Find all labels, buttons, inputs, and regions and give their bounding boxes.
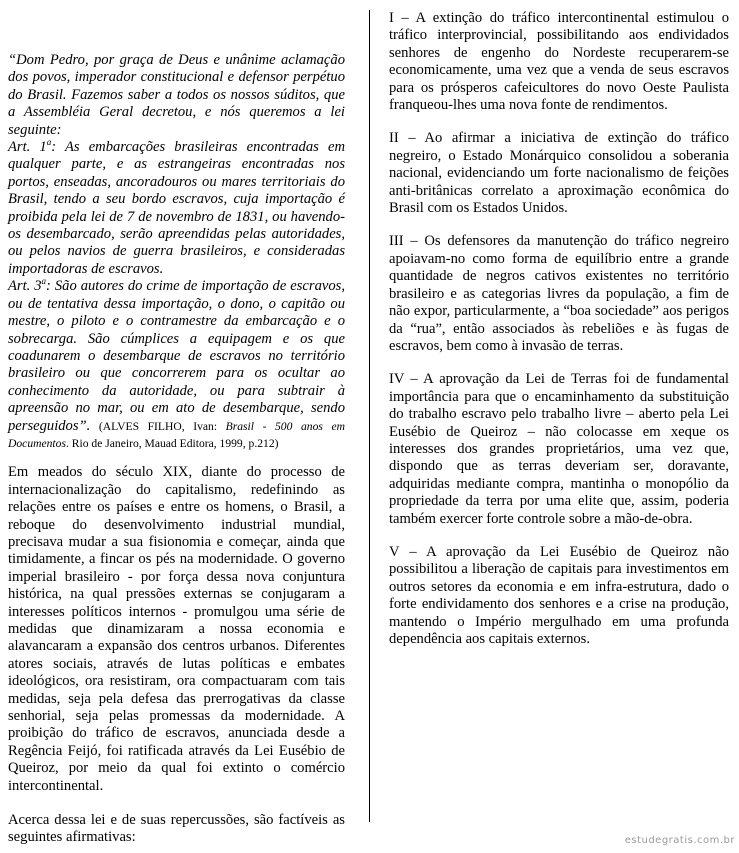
citation-title: Brasil - 500 anos em Documentos	[8, 419, 345, 450]
right-column	[389, 10, 729, 664]
column-divider	[369, 10, 370, 822]
article-3-text: : São autores do crime de importação de escravos, ou de tentativa dessa importação, o dono, o capitão ou mestre, o piloto e o contramestre da embarcação e o sobrecarga. São cúmplices a equipagem e os que coadunarem o desembarque de escravos no território brasileiro ou que concorrerem para os ocultar ao conhecimento da autoridade, ou para subtrair à apreensão no mar, ou em ato de desembarque, sendo perseguidos”.	[8, 278, 345, 434]
article-3-label: Art. 3	[8, 278, 42, 295]
article-1-label: Art. 1	[8, 139, 47, 156]
left-column	[8, 52, 345, 847]
context-paragraph: Em meados do século XIX, diante do processo de internacionalização do capitalismo, redefinindo as relações entre os países e entre os homens, o Brasil, a reboque do desenvolvimento industrial mundial, precisava mudar a sua fisionomia e começar, ainda que timidamente, a fincar os pés na modernidade. O governo imperial brasileiro - por força dessa nova conjuntura histórica, na qual pressões externas se conjugaram a interesses políticos internos - promulgou uma série de medidas que dinamizaram a nossa economia e alavancaram a expansão dos centros urbanos. Diferentes atores sociais, através de lutas políticas e embates ideológicos, ora resistiram, ora compactuaram com tais medidas, seja pela defesa das prerrogativas da classe senhorial, seja pelas promessas da modernidade. A proibição do tráfico de escravos, anunciada desde a Regência Feijó, foi ratificada através da Lei Eusébio de Queiroz, por meio da qual foi extinto o comércio intercontinental.	[8, 464, 345, 794]
question-prompt: Acerca dessa lei e de suas repercussões, são factíveis as seguintes afirmativas:	[8, 812, 345, 846]
statement-ii: II – Ao afirmar a iniciativa de extinção do tráfico negreiro, o Estado Monárquico consolidou a soberania nacional, evidenciando um forte nacionalismo de feições anti-britânicas correlato a aproximação econômica do Brasil com os Estados Unidos.	[389, 130, 729, 217]
citation-prefix: (ALVES FILHO, Ivan:	[90, 419, 226, 433]
site-watermark: estudegratis.com.br	[624, 834, 735, 846]
article-3-ordinal: a	[41, 276, 47, 287]
article-1-text: : As embarcações brasileiras encontradas em qualquer parte, e as estrangeiras encontradas nos portos, enseadas, ancoradouros ou mares territoriais do Brasil, tendo a seu bordo escravos, cuja importação é proibida pela lei de 7 de novembro de 1831, ou havendo-os desembarcado, serão apreendidas pelas autoridades, ou pelos navios de guerra brasileiros, e consideradas importadoras de escravos.	[8, 139, 345, 277]
citation-suffix: . Rio de Janeiro, Mauad Editora, 1999, p.212)	[65, 436, 279, 450]
law-quote	[8, 52, 345, 452]
quote-opening: “Dom Pedro, por graça de Deus e unânime aclamação dos povos, imperador constitucional e defensor perpétuo do Brasil. Fazemos saber a todos os nossos súditos, que a Assembléia Geral decretou, e nós queremos a lei seguinte:	[8, 52, 345, 138]
statement-i: I – A extinção do tráfico intercontinental estimulou o tráfico interprovincial, possibilitando aos endividados senhores de engenho do Nordeste recuperarem-se economicamente, uma vez que a venda de seus escravos para os prósperos cafeicultores do novo Oeste Paulista franqueou-lhes uma nova fonte de rendimentos.	[389, 10, 729, 114]
quote-article-3	[8, 278, 345, 452]
statement-v: V – A aprovação da Lei Eusébio de Queiroz não possibilitou a liberação de capitais para investimentos em outros setores da economia e em infra-estrutura, dado o forte endividamento dos senhores e a crise na produção, mantendo o Império mergulhado em uma profunda dependência aos capitais externos.	[389, 543, 729, 647]
statement-iv: IV – A aprovação da Lei de Terras foi de fundamental importância para que o encaminhamento da substituição do trabalho escravo pelo trabalho livre – aberto pela Lei Eusébio de Queiroz – não colocasse em xeque os interesses dos grandes proprietários, uma vez que, dispondo que as terras deveriam ser, doravante, adquiridas mediante compra, mantinha o monopólio da propriedade da terra por uma elite que, assim, poderia também exercer forte controle sobre a mão-de-obra.	[389, 371, 729, 527]
quote-article-1	[8, 139, 345, 278]
statement-iii: III – Os defensores da manutenção do tráfico negreiro apoiavam-no como forma de equilíbrio entre a grande quantidade de negros cativos existentes no território brasileiro e as categorias livres da população, a fim de não expor, particularmente, a “boa sociedade” aos perigos da “rua”, então associados às rebeliões e às fugas de escravos, bem como à invasão de terras.	[389, 233, 729, 354]
article-1-ordinal: a	[46, 137, 52, 148]
spacer	[8, 795, 345, 812]
spacer	[8, 452, 345, 464]
